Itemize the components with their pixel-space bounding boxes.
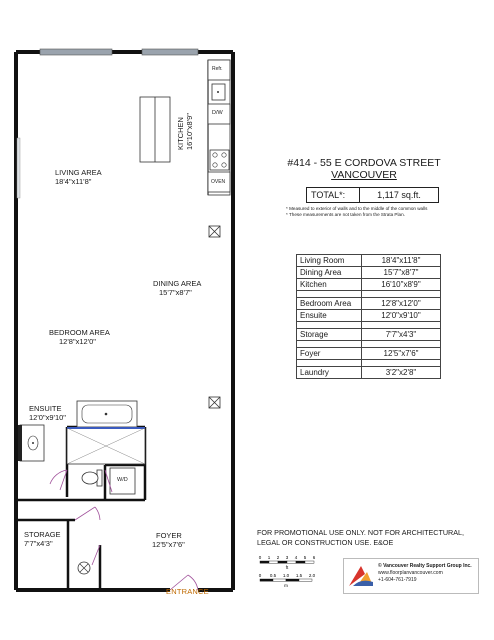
- room-kitchen: [176, 113, 194, 150]
- table-row: [297, 348, 441, 360]
- table-row: [297, 255, 441, 267]
- scale-m-tick: 1.5: [295, 573, 303, 578]
- room-name-cell: Living Room: [297, 255, 362, 267]
- room-foyer: [152, 531, 185, 549]
- total-area: [306, 187, 439, 203]
- room-dimensions-table: [296, 254, 441, 379]
- address-line2: VANCOUVER: [331, 169, 397, 181]
- room-foyer-dims: 12'5"x7'6": [152, 540, 185, 549]
- room-bedroom: [49, 328, 110, 346]
- scale-ft-tick: 3: [285, 555, 289, 560]
- scale-ft-tick: 0: [258, 555, 262, 560]
- measurement-notes: [286, 206, 427, 218]
- room-name-cell: Dining Area: [297, 267, 362, 279]
- table-row: [297, 310, 441, 322]
- room-living-dims: 18'4"x11'8": [55, 177, 92, 186]
- scale-ft-segment: [305, 561, 314, 563]
- room-kitchen-dims: 16'10"x8'9": [185, 113, 194, 150]
- company-name: © Vancouver Realty Support Group Inc.: [378, 563, 472, 569]
- room-ensuite-label: ENSUITE: [29, 404, 62, 413]
- room-dims-cell: 12'0"x9'10": [362, 310, 441, 322]
- scale-ft-segment: [278, 561, 287, 563]
- address-line1: #414 - 55 E CORDOVA STREET: [287, 157, 441, 169]
- side-window: [17, 138, 20, 198]
- room-dining: [153, 279, 201, 297]
- refrigerator-label: Refr.: [212, 66, 223, 72]
- scale-bar: [256, 553, 336, 593]
- room-dims-cell: 16'10"x8'9": [362, 279, 441, 291]
- scale-m-unit: m: [284, 583, 288, 588]
- scale-m-segment: [286, 579, 299, 581]
- scale-ft-segment: [296, 561, 305, 563]
- oven-label: OVEN: [211, 179, 226, 185]
- scale-ft-segment: [287, 561, 296, 563]
- room-dims-cell: 15'7"x8'7": [362, 267, 441, 279]
- scale-m-tick: 2.0: [308, 573, 316, 578]
- room-dims-cell: 12'8"x12'0": [362, 298, 441, 310]
- logo-mark-icon: [347, 564, 375, 588]
- room-bedroom-label: BEDROOM AREA: [49, 328, 110, 337]
- room-dining-dims: 15'7"x8'7": [159, 288, 192, 297]
- property-address: [264, 157, 464, 181]
- note-2: * These measurements are not taken from the Strata Plan.: [286, 212, 405, 217]
- scale-ft-tick: 4: [294, 555, 298, 560]
- scale-meters: [259, 573, 316, 588]
- room-kitchen-label: KITCHEN: [176, 117, 185, 150]
- kitchen-island: [140, 97, 170, 162]
- scale-ft-tick: 2: [276, 555, 280, 560]
- room-name-cell: Laundry: [297, 367, 362, 379]
- table-row: [297, 279, 441, 291]
- room-living-label: LIVING AREA: [55, 168, 102, 177]
- entrance-label: ENTRANCE: [166, 587, 209, 596]
- room-name-cell: Storage: [297, 329, 362, 341]
- table-row: [297, 267, 441, 279]
- table-spacer-row: [297, 291, 441, 298]
- company-phone: +1-604-761-7919: [378, 577, 417, 583]
- cooktop: [210, 150, 229, 170]
- note-1: * Measured to exterior of walls and to the middle of the common walls: [286, 206, 428, 211]
- room-living: [55, 168, 102, 186]
- room-dining-label: DINING AREA: [153, 279, 202, 288]
- scale-ft-segment: [260, 561, 269, 563]
- scale-m-tick: 1.0: [282, 573, 290, 578]
- scale-ft-tick: 1: [267, 555, 271, 560]
- room-name-cell: Foyer: [297, 348, 362, 360]
- scale-ft-tick: 6: [312, 555, 316, 560]
- window-right: [142, 49, 198, 55]
- room-name-cell: Kitchen: [297, 279, 362, 291]
- room-storage: [24, 530, 61, 548]
- total-value: 1,117 sq.ft.: [377, 190, 421, 200]
- washer-dryer-label: W/D: [117, 477, 128, 483]
- table-spacer-row: [297, 360, 441, 367]
- room-name-cell: Bedroom Area: [297, 298, 362, 310]
- room-dims-cell: 18'4"x11'8": [362, 255, 441, 267]
- total-label: TOTAL*:: [307, 188, 360, 202]
- room-ensuite-dims: 12'0"x9'10": [29, 413, 66, 422]
- table-row: [297, 298, 441, 310]
- table-row: [297, 367, 441, 379]
- dishwasher-label: D/W: [212, 110, 223, 116]
- table-row: [297, 329, 441, 341]
- table-spacer-row: [297, 341, 441, 348]
- table-spacer-row: [297, 322, 441, 329]
- window-left: [40, 49, 112, 55]
- scale-m-segment: [260, 579, 273, 581]
- bathroom-doors: [50, 470, 112, 492]
- room-ensuite: [29, 404, 66, 422]
- room-dims-cell: 3'2"x2'8": [362, 367, 441, 379]
- scale-ft-unit: ft: [285, 565, 289, 570]
- room-name-cell: Ensuite: [297, 310, 362, 322]
- scale-ft-segment: [269, 561, 278, 563]
- company-logo: [343, 558, 479, 594]
- scale-m-segment: [273, 579, 286, 581]
- scale-ft-tick: 5: [303, 555, 307, 560]
- toilet: [82, 470, 102, 486]
- scale-m-tick: 0: [258, 573, 262, 578]
- room-storage-dims: 7'7"x4'3": [24, 539, 53, 548]
- room-storage-label: STORAGE: [24, 530, 61, 539]
- room-dims-cell: 12'5"x7'6": [362, 348, 441, 360]
- scale-feet: [259, 555, 316, 570]
- structural-columns: [209, 226, 220, 408]
- room-foyer-label: FOYER: [156, 531, 182, 540]
- company-url: www.floorplanvancouver.com: [378, 570, 443, 576]
- disclaimer: FOR PROMOTIONAL USE ONLY. NOT FOR ARCHITECTURAL, LEGAL OR CONSTRUCTION USE. E&OE: [257, 528, 464, 547]
- scale-m-tick: 0.5: [269, 573, 277, 578]
- room-dims-cell: 7'7"x4'3": [362, 329, 441, 341]
- exterior-walls: [16, 52, 233, 590]
- room-bedroom-dims: 12'8"x12'0": [59, 337, 96, 346]
- scale-m-segment: [299, 579, 312, 581]
